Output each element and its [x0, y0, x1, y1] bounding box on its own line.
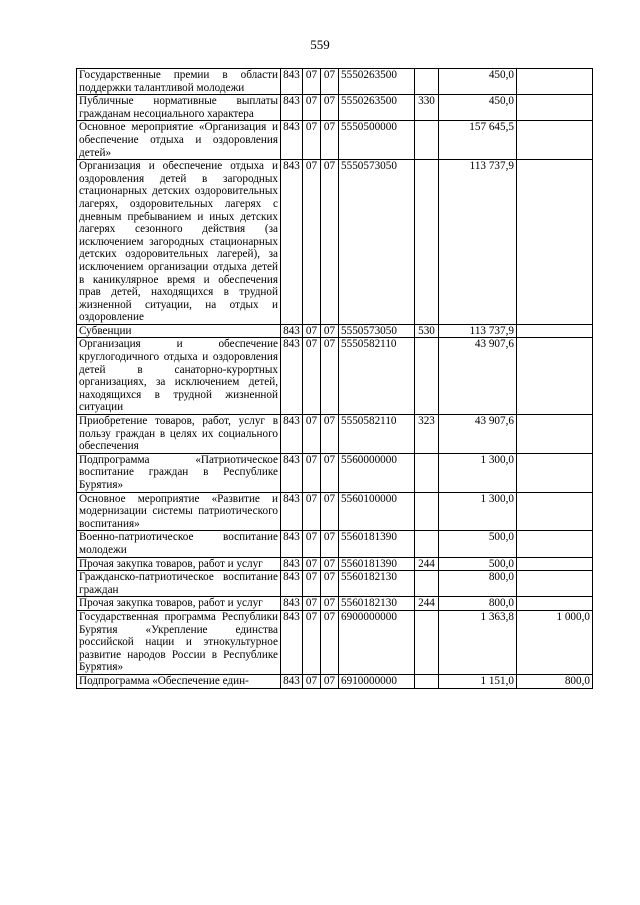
expense-type-code: [415, 571, 439, 597]
row-name: Подпрограмма «Обеспечение един-: [77, 674, 281, 688]
section-code: 07: [303, 69, 321, 95]
ministry-code: 843: [281, 69, 303, 95]
amount-year-2: [517, 453, 593, 492]
target-article-code: 5560100000: [339, 492, 415, 531]
subsection-code: 07: [321, 121, 339, 160]
amount-year-1: 43 907,6: [439, 415, 517, 454]
row-name: Приобретение товаров, работ, услуг в пользу граждан в целях их социального обеспечения: [77, 415, 281, 454]
amount-year-2: [517, 338, 593, 415]
section-code: 07: [303, 338, 321, 415]
target-article-code: 5550582110: [339, 338, 415, 415]
table-row: [77, 69, 593, 95]
expense-type-code: [415, 610, 439, 674]
amount-year-2: [517, 95, 593, 121]
table-row: [77, 324, 593, 338]
amount-year-2: [517, 160, 593, 325]
amount-year-2: [517, 571, 593, 597]
target-article-code: 5560000000: [339, 453, 415, 492]
expense-type-code: [415, 453, 439, 492]
subsection-code: 07: [321, 324, 339, 338]
table-row: [77, 571, 593, 597]
section-code: 07: [303, 597, 321, 611]
expense-type-code: [415, 531, 439, 557]
amount-year-2: [517, 557, 593, 571]
subsection-code: 07: [321, 69, 339, 95]
ministry-code: 843: [281, 610, 303, 674]
target-article-code: 6900000000: [339, 610, 415, 674]
budget-table-body: [77, 69, 593, 689]
expense-type-code: 323: [415, 415, 439, 454]
target-article-code: 5560181390: [339, 531, 415, 557]
expense-type-code: [415, 492, 439, 531]
subsection-code: 07: [321, 338, 339, 415]
amount-year-1: 1 300,0: [439, 453, 517, 492]
amount-year-1: 1 363,8: [439, 610, 517, 674]
row-name: Основное мероприятие «Организация и обеспечение отдыха и оздоровления детей»: [77, 121, 281, 160]
ministry-code: 843: [281, 597, 303, 611]
expense-type-code: 330: [415, 95, 439, 121]
table-row: [77, 121, 593, 160]
row-name: Гражданско-патриотическое воспитание граждан: [77, 571, 281, 597]
section-code: 07: [303, 415, 321, 454]
table-row: [77, 492, 593, 531]
amount-year-2: [517, 597, 593, 611]
row-name: Государственные премии в области поддержки талантливой молодежи: [77, 69, 281, 95]
table-row: [77, 338, 593, 415]
amount-year-1: 113 737,9: [439, 324, 517, 338]
amount-year-2: [517, 69, 593, 95]
expense-type-code: [415, 69, 439, 95]
ministry-code: 843: [281, 531, 303, 557]
amount-year-2: 1 000,0: [517, 610, 593, 674]
row-name: Прочая закупка товаров, работ и услуг: [77, 597, 281, 611]
table-row: [77, 597, 593, 611]
subsection-code: 07: [321, 531, 339, 557]
subsection-code: 07: [321, 453, 339, 492]
expense-type-code: 244: [415, 557, 439, 571]
amount-year-1: 500,0: [439, 531, 517, 557]
section-code: 07: [303, 610, 321, 674]
amount-year-1: 1 151,0: [439, 674, 517, 688]
section-code: 07: [303, 160, 321, 325]
ministry-code: 843: [281, 324, 303, 338]
expense-type-code: 244: [415, 597, 439, 611]
amount-year-1: 43 907,6: [439, 338, 517, 415]
ministry-code: 843: [281, 338, 303, 415]
ministry-code: 843: [281, 453, 303, 492]
table-row: [77, 674, 593, 688]
page-number: 559: [310, 37, 330, 52]
expense-type-code: [415, 674, 439, 688]
ministry-code: 843: [281, 571, 303, 597]
table-row: [77, 415, 593, 454]
row-name: Основное мероприятие «Развитие и модернизации системы патриотического воспитания»: [77, 492, 281, 531]
row-name: Подпрограмма «Патриотическое воспитание граждан в Республике Бурятия»: [77, 453, 281, 492]
subsection-code: 07: [321, 492, 339, 531]
section-code: 07: [303, 571, 321, 597]
ministry-code: 843: [281, 415, 303, 454]
subsection-code: 07: [321, 674, 339, 688]
amount-year-1: 500,0: [439, 557, 517, 571]
subsection-code: 07: [321, 160, 339, 325]
subsection-code: 07: [321, 95, 339, 121]
amount-year-2: [517, 121, 593, 160]
target-article-code: 5560181390: [339, 557, 415, 571]
row-name: Прочая закупка товаров, работ и услуг: [77, 557, 281, 571]
amount-year-2: 800,0: [517, 674, 593, 688]
row-name: Организация и обеспечение отдыха и оздоровления детей в загородных стационарных детских оздоровительных лагерях, оздоровительных лагерях с дневным пребыванием и иных детских лагерях сезонного действия (за исключением загородных стационарных детских оздоровительных лагерей), за исключением организации отдыха детей в каникулярное время и обеспечения прав детей, находящихся в трудной жизненной ситуации, на отдых и оздоровление: [77, 160, 281, 325]
amount-year-1: 450,0: [439, 69, 517, 95]
section-code: 07: [303, 453, 321, 492]
target-article-code: 5560182130: [339, 597, 415, 611]
section-code: 07: [303, 95, 321, 121]
table-row: [77, 453, 593, 492]
row-name: Государственная программа Республики Бурятия «Укрепление единства российской нации и этнокультурное развитие народов России в Республике Бурятия»: [77, 610, 281, 674]
ministry-code: 843: [281, 95, 303, 121]
target-article-code: 5550500000: [339, 121, 415, 160]
ministry-code: 843: [281, 160, 303, 325]
target-article-code: 6910000000: [339, 674, 415, 688]
section-code: 07: [303, 324, 321, 338]
table-row: [77, 531, 593, 557]
target-article-code: 5560182130: [339, 571, 415, 597]
ministry-code: 843: [281, 492, 303, 531]
target-article-code: 5550582110: [339, 415, 415, 454]
amount-year-2: [517, 415, 593, 454]
table-row: [77, 557, 593, 571]
subsection-code: 07: [321, 597, 339, 611]
section-code: 07: [303, 531, 321, 557]
row-name: Военно-патриотическое воспитание молодежи: [77, 531, 281, 557]
amount-year-1: 113 737,9: [439, 160, 517, 325]
target-article-code: 5550263500: [339, 95, 415, 121]
amount-year-1: 450,0: [439, 95, 517, 121]
expense-type-code: [415, 121, 439, 160]
table-row: [77, 160, 593, 325]
amount-year-1: 800,0: [439, 597, 517, 611]
subsection-code: 07: [321, 571, 339, 597]
table-row: [77, 95, 593, 121]
expense-type-code: [415, 160, 439, 325]
subsection-code: 07: [321, 557, 339, 571]
row-name: Публичные нормативные выплаты гражданам несоциального характера: [77, 95, 281, 121]
amount-year-1: 1 300,0: [439, 492, 517, 531]
row-name: Организация и обеспечение круглогодичного отдыха и оздоровления детей в санаторно-курортных организациях, за исключением детей, находящихся в трудной жизненной ситуации: [77, 338, 281, 415]
amount-year-2: [517, 492, 593, 531]
subsection-code: 07: [321, 415, 339, 454]
budget-table: [76, 68, 593, 689]
expense-type-code: 530: [415, 324, 439, 338]
target-article-code: 5550263500: [339, 69, 415, 95]
amount-year-1: 800,0: [439, 571, 517, 597]
section-code: 07: [303, 492, 321, 531]
ministry-code: 843: [281, 674, 303, 688]
amount-year-2: [517, 324, 593, 338]
section-code: 07: [303, 557, 321, 571]
amount-year-1: 157 645,5: [439, 121, 517, 160]
table-row: [77, 610, 593, 674]
expense-type-code: [415, 338, 439, 415]
ministry-code: 843: [281, 557, 303, 571]
row-name: Субвенции: [77, 324, 281, 338]
ministry-code: 843: [281, 121, 303, 160]
amount-year-2: [517, 531, 593, 557]
section-code: 07: [303, 674, 321, 688]
section-code: 07: [303, 121, 321, 160]
target-article-code: 5550573050: [339, 324, 415, 338]
target-article-code: 5550573050: [339, 160, 415, 325]
subsection-code: 07: [321, 610, 339, 674]
